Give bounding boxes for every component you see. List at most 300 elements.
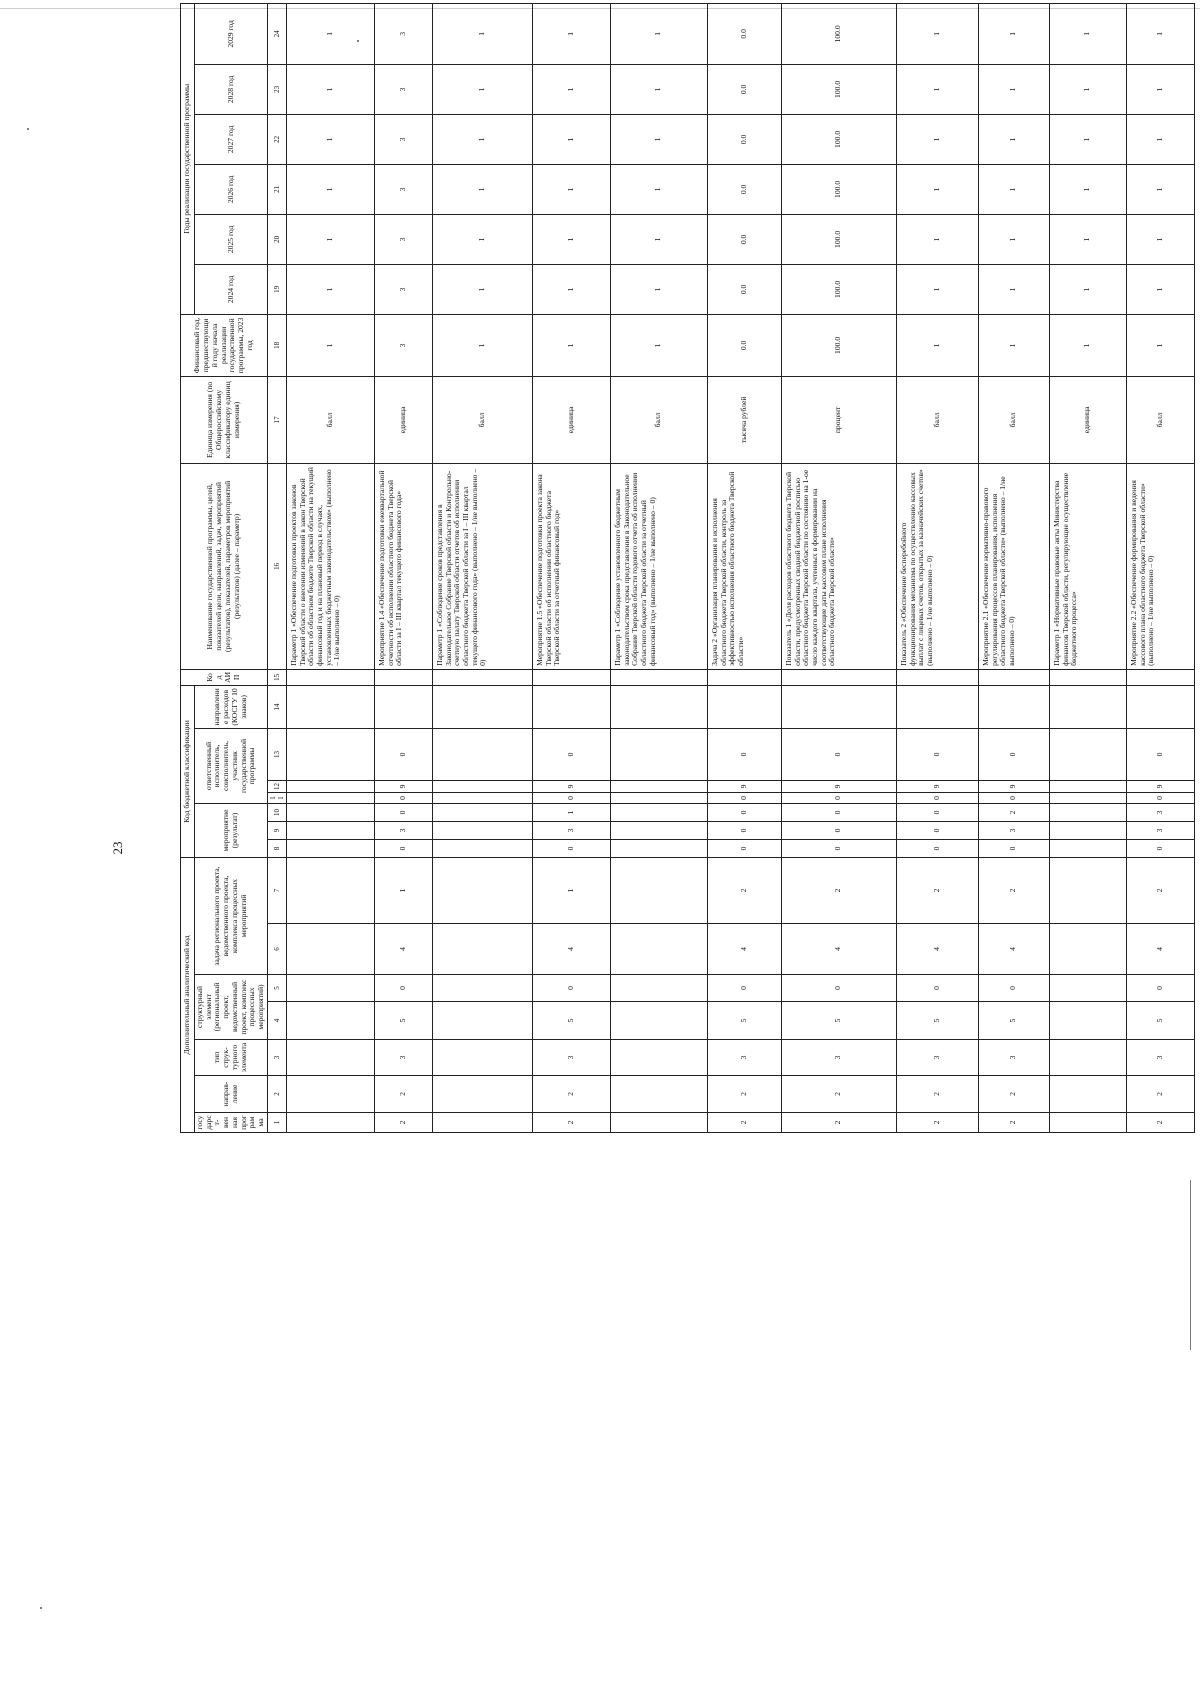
row-code-cell <box>432 669 532 685</box>
row-value: 1 <box>1049 264 1126 314</box>
row-code-cell: 0 <box>374 728 432 780</box>
row-code-cell: 2 <box>707 1113 781 1133</box>
row-value: 1 <box>978 314 1049 376</box>
row-code-cell <box>286 728 374 780</box>
row-code-cell <box>610 780 707 792</box>
row-code-cell: 2 <box>707 1076 781 1113</box>
row-code-cell: 0 <box>978 728 1049 780</box>
row-code-cell <box>286 1076 374 1113</box>
row-code-cell <box>432 803 532 821</box>
row-code-cell: 2 <box>896 1113 978 1133</box>
row-value: 1 <box>610 3 707 64</box>
row-value: 1 <box>432 214 532 264</box>
row-code-cell <box>1049 792 1126 803</box>
row-code-cell <box>286 924 374 975</box>
row-description: Мероприятие 2.1 «Обеспечение нормативно-правового регулирования процессов планирования, исполнения областного бюджета Тверской области» (выполнено – 1/не выполнено – 0) <box>978 463 1049 669</box>
row-code-cell <box>432 1002 532 1040</box>
row-code-cell <box>1049 839 1126 857</box>
row-code-cell <box>286 803 374 821</box>
row-value: 1 <box>1049 214 1126 264</box>
row-code-cell <box>1049 857 1126 923</box>
row-code-cell <box>432 1113 532 1133</box>
row-code-cell: 0 <box>707 821 781 839</box>
row-code-cell <box>978 685 1049 728</box>
rotated-table-container <box>180 20 1172 1133</box>
column-number-cell: 4 <box>267 1002 286 1040</box>
row-value: 0.0 <box>707 214 781 264</box>
table-row <box>374 3 432 1132</box>
row-code-cell: 3 <box>781 1040 896 1076</box>
row-code-cell: 9 <box>532 780 610 792</box>
row-code-cell: 0 <box>374 792 432 803</box>
row-value: 1 <box>896 164 978 214</box>
row-value: 1 <box>432 64 532 114</box>
row-code-cell: 0 <box>978 975 1049 1002</box>
row-unit: балл <box>1126 376 1194 463</box>
row-code-cell: 5 <box>532 1002 610 1040</box>
row-code-cell: 9 <box>781 780 896 792</box>
column-number-cell: 11 <box>267 792 286 803</box>
row-code-cell: 3 <box>1126 1040 1194 1076</box>
page-number: 23 <box>110 841 125 855</box>
row-code-cell: 3 <box>978 821 1049 839</box>
row-unit: единица <box>1049 376 1126 463</box>
row-code-cell: 1 <box>532 803 610 821</box>
row-description: Показатель 1 «Доля расходов областного бюджета Тверской области, предусмотренных сводной бюджетной росписью областного бюджета Тверской области по состоянию на 1-ое число каждого квартала, учтенных в формировании на соответствующие даты кассовом плане исполнения областного бюджета Тверской области» <box>781 463 896 669</box>
row-value: 1 <box>978 214 1049 264</box>
row-value: 3 <box>374 3 432 64</box>
row-description: Показатель 2 «Обеспечение бесперебойного функционирования механизма по осуществлению кассовых выплат с лицевых счетов, открытых за казначейских счетов» (выполнено – 1/не выполнено – 0) <box>896 463 978 669</box>
row-description: Мероприятие 2.2 «Обеспечение формирования и ведения кассового плана областного бюджета Тверской области» (выполнено – 1/не выполнено – 0) <box>1126 463 1194 669</box>
row-value: 1 <box>432 264 532 314</box>
row-description: Параметр 1 «Соблюдение сроков представления в Законодательное Собрание Тверской области и Контрольно-счетную палату Тверской области отчетов об исполнении областного бюджета Тверской области за I – III квартал текущего финансового года» (выполнено – 1/не выполнено – 0) <box>432 463 532 669</box>
column-number-cell: 2 <box>267 1076 286 1113</box>
row-code-cell: 9 <box>374 780 432 792</box>
row-code-cell: 0 <box>978 792 1049 803</box>
row-code-cell: 5 <box>978 1002 1049 1040</box>
row-code-cell <box>1126 685 1194 728</box>
header-year-2028: 2028 год <box>195 64 268 114</box>
row-code-cell <box>1049 975 1126 1002</box>
column-number-cell: 22 <box>267 114 286 164</box>
header-year-2025: 2025 год <box>195 214 268 264</box>
row-value: 0.0 <box>707 114 781 164</box>
row-value: 0.0 <box>707 264 781 314</box>
row-code-cell <box>1049 1076 1126 1113</box>
header-additional-code: Дополнительный аналитический код <box>181 857 195 1132</box>
row-code-cell <box>1126 669 1194 685</box>
row-code-cell <box>286 792 374 803</box>
table-row <box>781 3 896 1132</box>
row-value: 1 <box>532 214 610 264</box>
column-number-cell: 3 <box>267 1040 286 1076</box>
row-description: Мероприятие 1.4 «Обеспечение подготовки ежеквартальной отчетности об исполнении областного бюджета Тверской области за I – III квартал текущего финансового года» <box>374 463 432 669</box>
header-year-2029: 2029 год <box>195 3 268 64</box>
row-value: 3 <box>374 164 432 214</box>
row-value: 1 <box>1049 3 1126 64</box>
header-year-2026: 2026 год <box>195 164 268 214</box>
row-code-cell <box>286 857 374 923</box>
row-code-cell <box>432 1040 532 1076</box>
row-value: 1 <box>432 164 532 214</box>
row-value: 100.0 <box>781 214 896 264</box>
row-value: 1 <box>896 3 978 64</box>
row-code-cell: 3 <box>1126 821 1194 839</box>
row-code-cell: 0 <box>532 839 610 857</box>
row-code-cell: 2 <box>896 857 978 923</box>
row-code-cell: 9 <box>978 780 1049 792</box>
row-unit: балл <box>896 376 978 463</box>
row-code-cell: 4 <box>1126 924 1194 975</box>
row-code-cell: 0 <box>781 803 896 821</box>
row-unit: балл <box>978 376 1049 463</box>
row-code-cell <box>1049 803 1126 821</box>
row-unit: тысяча рублей <box>707 376 781 463</box>
row-code-cell: 2 <box>1126 1076 1194 1113</box>
row-description: Задача 2 «Организация планирования и исполнения областного бюджета Тверской области, контроль за эффективностью исполнения областного бюджета Тверской области» <box>707 463 781 669</box>
row-code-cell: 2 <box>1126 857 1194 923</box>
row-code-cell <box>432 1076 532 1113</box>
column-number-cell: 5 <box>267 975 286 1002</box>
row-code-cell: 0 <box>896 728 978 780</box>
row-code-cell <box>1049 1040 1126 1076</box>
column-number-cell: 7 <box>267 857 286 923</box>
header-budget-code: Код бюджетной классификации <box>181 685 195 857</box>
row-code-cell: 3 <box>978 1040 1049 1076</box>
row-code-cell <box>781 669 896 685</box>
row-code-cell <box>286 821 374 839</box>
row-value: 1 <box>1126 3 1194 64</box>
row-code-cell: 4 <box>781 924 896 975</box>
row-code-cell <box>432 780 532 792</box>
row-code-cell <box>610 669 707 685</box>
row-code-cell: 3 <box>374 821 432 839</box>
row-code-cell: 0 <box>781 821 896 839</box>
row-code-cell <box>286 780 374 792</box>
row-code-cell: 2 <box>707 857 781 923</box>
row-code-cell: 0 <box>781 975 896 1002</box>
row-code-cell: 0 <box>896 839 978 857</box>
row-unit: балл <box>286 376 374 463</box>
row-value: 1 <box>896 114 978 164</box>
row-code-cell <box>610 1002 707 1040</box>
row-code-cell: 1 <box>374 857 432 923</box>
row-code-cell: 9 <box>1126 780 1194 792</box>
table-row <box>286 3 374 1132</box>
column-number-cell: 1 <box>267 1113 286 1133</box>
row-code-cell <box>432 857 532 923</box>
header-kosgu: направление расходов (КОСГУ 10 знаков) <box>195 685 268 728</box>
row-code-cell <box>432 792 532 803</box>
row-value: 1 <box>610 64 707 114</box>
row-code-cell <box>432 728 532 780</box>
row-code-cell <box>432 839 532 857</box>
row-code-cell: 1 <box>532 857 610 923</box>
row-code-cell: 3 <box>1126 803 1194 821</box>
row-code-cell: 0 <box>1126 975 1194 1002</box>
row-code-cell <box>374 669 432 685</box>
row-value: 1 <box>610 314 707 376</box>
table-row <box>896 3 978 1132</box>
row-code-cell: 3 <box>532 821 610 839</box>
column-number-cell: 23 <box>267 64 286 114</box>
row-code-cell: 5 <box>1126 1002 1194 1040</box>
row-value: 0.0 <box>707 3 781 64</box>
row-code-cell: 0 <box>532 792 610 803</box>
row-code-cell: 0 <box>896 975 978 1002</box>
row-value: 100.0 <box>781 3 896 64</box>
header-year-2027: 2027 год <box>195 114 268 164</box>
row-code-cell <box>1049 1113 1126 1133</box>
row-value: 1 <box>1049 64 1126 114</box>
column-number-cell: 6 <box>267 924 286 975</box>
row-value: 1 <box>896 314 978 376</box>
row-value: 1 <box>532 264 610 314</box>
column-number-cell: 20 <box>267 214 286 264</box>
row-code-cell: 4 <box>532 924 610 975</box>
row-code-cell: 0 <box>532 728 610 780</box>
row-value: 1 <box>1126 64 1194 114</box>
row-code-cell <box>432 975 532 1002</box>
row-code-cell: 0 <box>1126 792 1194 803</box>
row-code-cell: 2 <box>1126 1113 1194 1133</box>
row-value: 1 <box>286 314 374 376</box>
row-code-cell <box>1049 1002 1126 1040</box>
row-code-cell <box>286 685 374 728</box>
row-code-cell: 3 <box>707 1040 781 1076</box>
row-value: 3 <box>374 64 432 114</box>
row-code-cell <box>610 1076 707 1113</box>
row-code-cell: 0 <box>781 728 896 780</box>
row-code-cell: 2 <box>532 1113 610 1133</box>
column-number-cell: 10 <box>267 803 286 821</box>
row-unit: процент <box>781 376 896 463</box>
row-value: 0.0 <box>707 164 781 214</box>
row-code-cell <box>896 669 978 685</box>
row-code-cell <box>432 924 532 975</box>
column-number-cell: 19 <box>267 264 286 314</box>
row-code-cell: 5 <box>781 1002 896 1040</box>
row-value: 1 <box>286 3 374 64</box>
header-aip-code: Код АИП <box>181 669 268 685</box>
row-value: 1 <box>1126 114 1194 164</box>
row-value: 1 <box>1049 114 1126 164</box>
row-code-cell <box>610 857 707 923</box>
row-code-cell: 2 <box>781 1113 896 1133</box>
row-code-cell: 3 <box>532 1040 610 1076</box>
row-value: 1 <box>1126 214 1194 264</box>
row-value: 1 <box>286 114 374 164</box>
header-name: Наименование государственной программы, целей, показателей цели, направлений, задач, мероприятий (результатов), показателей, параметров мероприятий (результатов) (далее – параметр) <box>181 463 268 669</box>
column-number-cell: 17 <box>267 376 286 463</box>
row-value: 1 <box>896 64 978 114</box>
row-code-cell: 4 <box>896 924 978 975</box>
row-code-cell: 2 <box>532 1076 610 1113</box>
header-event: мероприятие (результат) <box>195 803 268 857</box>
header-type: тип струк-турного элемента <box>195 1040 268 1076</box>
row-code-cell: 0 <box>781 792 896 803</box>
row-code-cell <box>781 685 896 728</box>
row-code-cell <box>610 821 707 839</box>
header-unit: Единица измерения (по Общероссийскому классификатору единиц измерения) <box>181 376 268 463</box>
row-code-cell: 5 <box>374 1002 432 1040</box>
column-number-cell: 13 <box>267 728 286 780</box>
row-value: 1 <box>1049 164 1126 214</box>
column-number-cell: 16 <box>267 463 286 669</box>
row-value: 1 <box>432 114 532 164</box>
table-row <box>1126 3 1194 1132</box>
header-gp: государст-венная программа <box>195 1113 268 1133</box>
header-direction: направ-ление <box>195 1076 268 1113</box>
row-code-cell: 5 <box>896 1002 978 1040</box>
row-code-cell: 9 <box>707 780 781 792</box>
row-code-cell: 0 <box>1126 728 1194 780</box>
row-code-cell <box>610 685 707 728</box>
row-code-cell: 0 <box>707 839 781 857</box>
row-code-cell: 0 <box>707 975 781 1002</box>
row-value: 1 <box>286 164 374 214</box>
table-row <box>610 3 707 1132</box>
row-code-cell: 5 <box>707 1002 781 1040</box>
row-description: Параметр 1 «Соблюдение установленного бюджетным законодательством срока представления в Законодательное Собрание Тверской области годового отчета об исполнении областного бюджета Тверской области за отчетный финансовый год» (выполнено – 1/не выполнено – 0) <box>610 463 707 669</box>
row-value: 1 <box>896 264 978 314</box>
row-code-cell <box>707 685 781 728</box>
row-value: 3 <box>374 214 432 264</box>
row-code-cell <box>286 669 374 685</box>
row-code-cell <box>610 728 707 780</box>
row-value: 1 <box>610 164 707 214</box>
row-code-cell <box>610 924 707 975</box>
row-code-cell <box>286 975 374 1002</box>
row-code-cell: 2 <box>781 1076 896 1113</box>
column-number-cell: 21 <box>267 164 286 214</box>
header-years-group: Годы реализации государственной программы <box>181 3 195 314</box>
row-code-cell <box>532 669 610 685</box>
header-financial-year: Финансовый год, предшествующий году начала реализации государственной программы, 2023 год <box>181 314 268 376</box>
row-value: 1 <box>432 3 532 64</box>
row-unit: балл <box>610 376 707 463</box>
column-number-cell: 12 <box>267 780 286 792</box>
row-code-cell <box>896 685 978 728</box>
row-code-cell: 4 <box>374 924 432 975</box>
row-value: 1 <box>1049 314 1126 376</box>
row-code-cell: 0 <box>374 839 432 857</box>
row-value: 1 <box>1126 264 1194 314</box>
row-value: 1 <box>610 214 707 264</box>
row-code-cell <box>610 803 707 821</box>
table-row <box>707 3 781 1132</box>
table-row <box>1049 3 1126 1132</box>
row-code-cell: 9 <box>896 780 978 792</box>
row-value: 1 <box>532 3 610 64</box>
header-struct: структурный элемент (региональный проект, ведомственный проект, комплекс процессных мероприятий) <box>195 975 268 1040</box>
row-code-cell <box>286 839 374 857</box>
row-code-cell: 2 <box>896 1076 978 1113</box>
row-code-cell <box>286 1040 374 1076</box>
row-code-cell: 2 <box>978 1076 1049 1113</box>
row-code-cell: 0 <box>707 792 781 803</box>
row-code-cell <box>1049 780 1126 792</box>
row-code-cell <box>610 792 707 803</box>
row-code-cell <box>1049 924 1126 975</box>
row-code-cell <box>610 1040 707 1076</box>
row-value: 1 <box>978 264 1049 314</box>
row-code-cell: 0 <box>978 839 1049 857</box>
header-task: задача регионального проекта, ведомственного проекта, комплекса процессных мероприятий <box>195 857 268 974</box>
row-value: 1 <box>532 114 610 164</box>
column-numbers-row <box>267 3 286 1132</box>
row-code-cell: 2 <box>978 803 1049 821</box>
column-number-cell: 24 <box>267 3 286 64</box>
row-value: 1 <box>978 164 1049 214</box>
row-code-cell: 0 <box>1126 839 1194 857</box>
row-code-cell: 0 <box>374 975 432 1002</box>
row-code-cell <box>286 1113 374 1133</box>
table-row <box>532 3 610 1132</box>
row-unit: балл <box>432 376 532 463</box>
program-table <box>180 3 1195 1133</box>
row-unit: единица <box>532 376 610 463</box>
row-value: 0.0 <box>707 314 781 376</box>
row-code-cell <box>978 669 1049 685</box>
row-code-cell: 0 <box>896 803 978 821</box>
row-value: 0.0 <box>707 64 781 114</box>
row-code-cell <box>286 1002 374 1040</box>
column-number-cell: 14 <box>267 685 286 728</box>
row-code-cell: 0 <box>532 975 610 1002</box>
row-value: 1 <box>896 214 978 264</box>
row-code-cell: 2 <box>374 1076 432 1113</box>
row-code-cell <box>707 669 781 685</box>
row-value: 1 <box>532 314 610 376</box>
row-value: 100.0 <box>781 114 896 164</box>
row-code-cell: 2 <box>781 857 896 923</box>
row-code-cell: 0 <box>781 839 896 857</box>
row-value: 1 <box>286 214 374 264</box>
row-value: 100.0 <box>781 164 896 214</box>
row-code-cell: 0 <box>707 803 781 821</box>
row-code-cell <box>532 685 610 728</box>
row-value: 1 <box>532 64 610 114</box>
row-code-cell: 0 <box>374 803 432 821</box>
row-description: Параметр 1 «Нормативные правовые акты Министерства финансов Тверской области, регулирующие осуществление бюджетного процесса» <box>1049 463 1126 669</box>
row-value: 1 <box>978 114 1049 164</box>
row-code-cell: 4 <box>707 924 781 975</box>
table-row <box>978 3 1049 1132</box>
column-number-cell: 15 <box>267 669 286 685</box>
row-code-cell: 0 <box>896 792 978 803</box>
row-description: Параметр 1 «Обеспечение подготовки проектов законов Тверской области о внесении изменений в закон Тверской области об областном бюджете Тверской области на текущий финансовый год и на плановый период в случаях, установленных бюджетным законодательством» (выполнено – 1/не выполнено – 0) <box>286 463 374 669</box>
row-value: 3 <box>374 114 432 164</box>
row-code-cell <box>432 685 532 728</box>
row-value: 3 <box>374 264 432 314</box>
header-executor: ответственный исполнитель, соисполнитель, участник государственной программы <box>195 728 268 803</box>
row-value: 1 <box>1126 164 1194 214</box>
row-code-cell: 2 <box>978 1113 1049 1133</box>
row-code-cell <box>374 685 432 728</box>
row-code-cell: 0 <box>896 821 978 839</box>
row-value: 100.0 <box>781 64 896 114</box>
row-code-cell: 0 <box>707 728 781 780</box>
row-value: 1 <box>1126 314 1194 376</box>
row-code-cell <box>610 839 707 857</box>
row-value: 100.0 <box>781 314 896 376</box>
table-row <box>432 3 532 1132</box>
row-value: 1 <box>978 64 1049 114</box>
column-number-cell: 9 <box>267 821 286 839</box>
column-number-cell: 18 <box>267 314 286 376</box>
row-value: 1 <box>286 264 374 314</box>
